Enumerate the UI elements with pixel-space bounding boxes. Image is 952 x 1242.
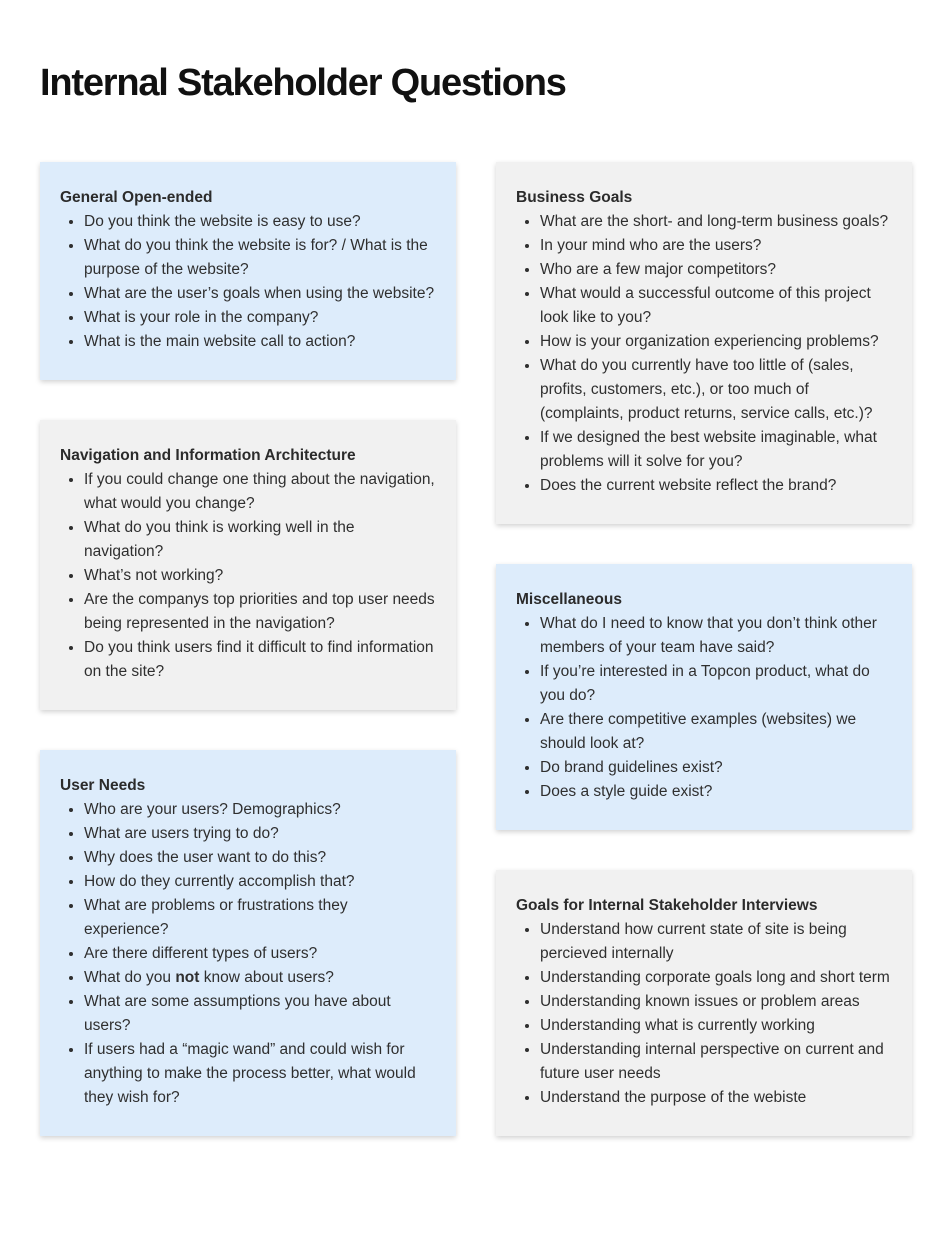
list-item: • Who are a few major competitors? [540,258,892,282]
question-list [516,210,892,498]
list-item: • How is your organization experiencing problems? [540,330,892,354]
list-item: • What do you currently have too little of (sales, profits, customers, etc.), or too much of (complaints, product returns, service calls, etc.)? [540,354,892,426]
list-item: • Understanding internal perspective on current and future user needs [540,1038,892,1086]
question-list [60,468,436,684]
list-item: • Why does the user want to do this? [84,846,436,870]
card-title: User Needs [60,777,146,794]
list-item: • In your mind who are the users? [540,234,892,258]
list-item: • What are users trying to do? [84,822,436,846]
list-item: • What do you think the website is for? / What is the purpose of the website? [84,234,436,282]
list-item: • If we designed the best website imaginable, what problems will it solve for you? [540,426,892,474]
list-item: • What is your role in the company? [84,306,436,330]
list-item: • If you’re interested in a Topcon product, what do you do? [540,660,892,708]
list-item: • Who are your users? Demographics? [84,798,436,822]
card-title: Business Goals [516,189,633,206]
list-item: • What are the user’s goals when using the website? [84,282,436,306]
question-list [516,918,892,1110]
card-title: Miscellaneous [516,591,622,608]
list-item: • Understanding corporate goals long and short term [540,966,892,990]
item-emphasis: not [175,969,200,986]
list-item: • If you could change one thing about the navigation, what would you change? [84,468,436,516]
list-item: • What are problems or frustrations they experience? [84,894,436,942]
card-miscellaneous [496,564,912,830]
list-item: • Understanding known issues or problem areas [540,990,892,1014]
list-item: • Do you think users find it difficult to find information on the site? [84,636,436,684]
list-item: • Are there different types of users? [84,942,436,966]
item-text: What do you [84,969,176,986]
question-list [60,798,436,1110]
card-title: General Open-ended [60,189,213,206]
list-item: • Does a style guide exist? [540,780,892,804]
list-item: • What are the short- and long-term business goals? [540,210,892,234]
left-column [40,162,456,1176]
question-list [516,612,892,804]
list-item [84,966,436,990]
list-item: • Are the companys top priorities and top user needs being represented in the navigation? [84,588,436,636]
list-item: • What do you think is working well in the navigation? [84,516,436,564]
list-item: • What is the main website call to action? [84,330,436,354]
list-item: • Understand how current state of site is being percieved internally [540,918,892,966]
list-item: • What’s not working? [84,564,436,588]
list-item: • Are there competitive examples (websites) we should look at? [540,708,892,756]
list-item: • What do I need to know that you don’t think other members of your team have said? [540,612,892,660]
list-item: • Do brand guidelines exist? [540,756,892,780]
item-text: know about users? [199,969,334,986]
card-business-goals [496,162,912,524]
question-list [60,210,436,354]
card-title: Goals for Internal Stakeholder Interviews [516,897,818,914]
list-item: • What would a successful outcome of this project look like to you? [540,282,892,330]
list-item: • If users had a “magic wand” and could wish for anything to make the process better, what would they wish for? [84,1038,436,1110]
list-item: • Do you think the website is easy to use? [84,210,436,234]
list-item: • How do they currently accomplish that? [84,870,436,894]
card-user-needs [40,750,456,1136]
page-title: Internal Stakeholder Questions [40,62,566,104]
card-interview-goals [496,870,912,1136]
card-general-open-ended [40,162,456,380]
list-item: • Does the current website reflect the brand? [540,474,892,498]
list-item: • What are some assumptions you have about users? [84,990,436,1038]
list-item: • Understand the purpose of the webiste [540,1086,892,1110]
right-column [496,162,912,1176]
list-item: • Understanding what is currently working [540,1014,892,1038]
card-navigation-ia [40,420,456,710]
card-title: Navigation and Information Architecture [60,447,356,464]
